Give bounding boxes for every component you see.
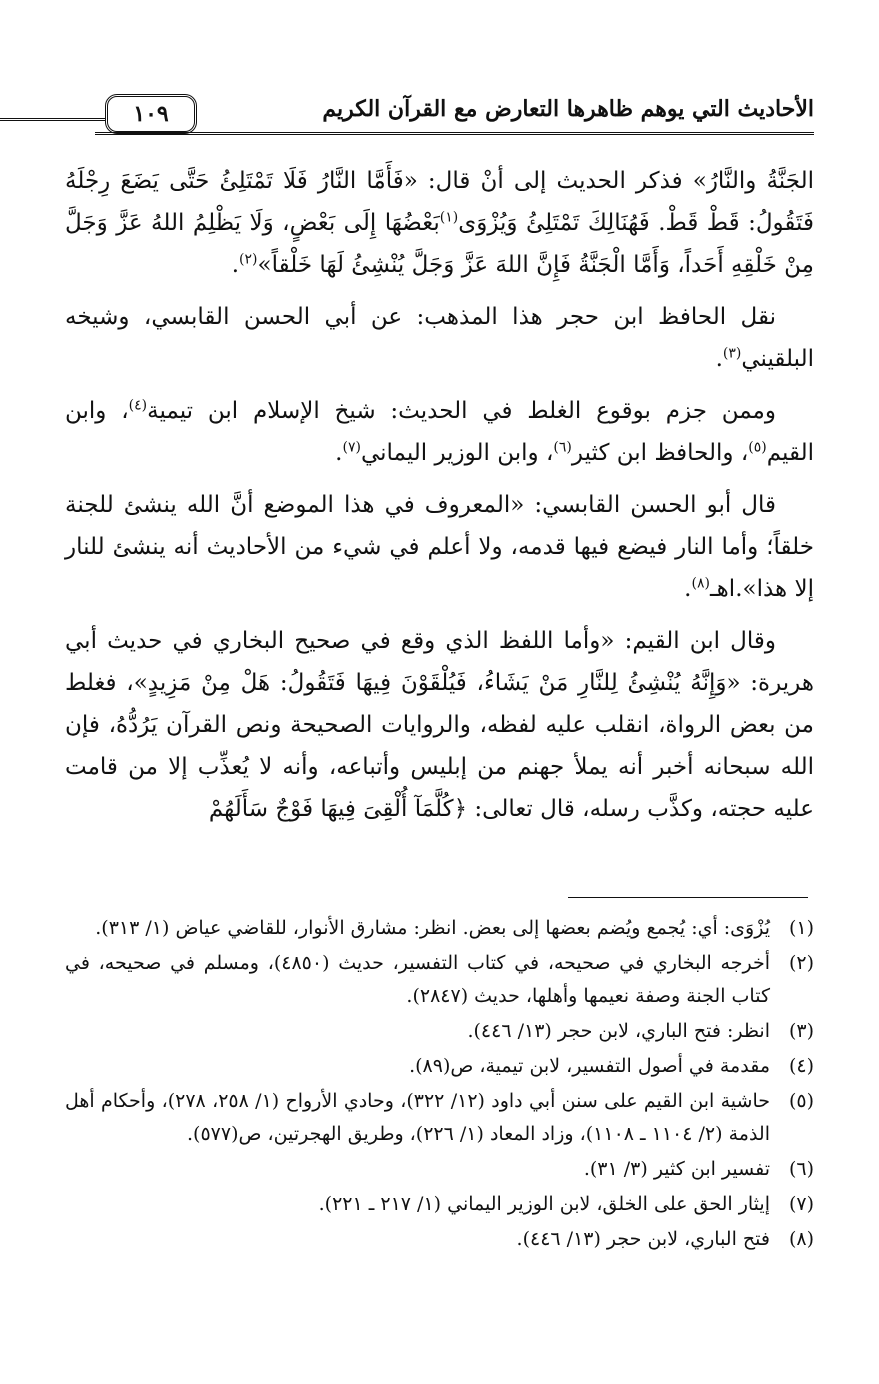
footnote-number: (٤) <box>788 1055 814 1077</box>
footnote-separator <box>568 897 808 898</box>
footnote-ref-3[interactable]: (٣) <box>722 345 742 362</box>
footnote-3 <box>65 1015 814 1048</box>
paragraph-2: نقل الحافظ ابن حجر هذا المذهب: عن أبي الحسن القابسي، وشيخه البلقيني$^{(٣)}$. <box>65 304 814 372</box>
footnote-number: (٧) <box>788 1193 814 1215</box>
footnote-number: (٦) <box>788 1158 814 1180</box>
paragraph-5: وقال ابن القيم: «وأما اللفظ الذي وقع في صحيح البخاري في حديث أبي هريرة: «وَإِنَّهُ يُنْشِئُ لِلنَّارِ مَنْ يَشَاءُ، فَيُلْقَوْنَ فِيهَا فَتَقُولُ: هَلْ مِنْ مَزِيدٍ»، فغلط من بعض الرواة، انقلب عليه لفظه، والروايات الصحيحة ونص القرآن يَرُدُّهُ، فإن الله سبحانه أخبر أنه يملأ جهنم من إبليس وأتباعه، وأنه لا يُعذِّب إلا من قامت عليه حجته، وكذَّب رسله، قال تعالى: ﴿كُلَّمَآ أُلْقِىَ فِيهَا فَوْجٌ سَأَلَهُمْ <box>65 628 814 822</box>
footnote-2 <box>65 947 814 1013</box>
paragraph-1: الجَنَّةُ والنَّارُ» فذكر الحديث إلى أنْ قال: «فَأَمَّا النَّارُ فَلَا تَمْتَلِئُ حَتَّى يَضَعَ رِجْلَهُ فَتَقُولُ: قَطْ قَطْ. فَهُنَالِكَ تَمْتَلِئُ وَيُزْوَى$^{(١)}$بَعْضُهَا إِلَى بَعْضٍ، وَلَا يَظْلِمُ اللهُ عَزَّ وَجَلَّ مِنْ خَلْقِهِ أَحَداً، وَأَمَّا الْجَنَّةُ فَإِنَّ اللهَ عَزَّ وَجَلَّ يُنْشِئُ لَهَا خَلْقاً»$^{(٢)}$. <box>65 168 814 278</box>
footnote-number: (٥) <box>788 1090 814 1112</box>
footnote-text: يُزْوَى: أي: يُجمع ويُضم بعضها إلى بعض. انظر: مشارق الأنوار، للقاضي عياض (١/ ٣١٣). <box>95 917 770 939</box>
footnote-ref-2[interactable]: (٢) <box>239 251 258 268</box>
footnote-7 <box>65 1188 814 1221</box>
footnote-number: (٨) <box>788 1228 814 1250</box>
header-rule <box>95 132 814 135</box>
main-text <box>65 160 814 840</box>
footnote-number: (١) <box>788 917 814 939</box>
footnote-5 <box>65 1085 814 1151</box>
footnote-text: إيثار الحق على الخلق، لابن الوزير اليماني (١/ ٢١٧ ـ ٢٢١). <box>318 1193 770 1215</box>
footnote-text: أخرجه البخاري في صحيحه، في كتاب التفسير، حديث (٤٨٥٠)، ومسلم في صحيحه، في كتاب الجنة وصفة نعيمها وأهلها، حديث (٢٨٤٧). <box>65 952 770 1007</box>
footnote-1 <box>65 912 814 945</box>
running-title: الأحاديث التي يوهم ظاهرها التعارض مع القرآن الكريم <box>322 96 814 122</box>
running-header <box>95 92 814 136</box>
header-rule-left <box>0 118 105 121</box>
footnote-6 <box>65 1153 814 1186</box>
paragraph-3: وممن جزم بوقوع الغلط في الحديث: شيخ الإسلام ابن تيمية$^{(٤)}$، وابن القيم$^{(٥)}$، والحافظ ابن كثير$^{(٦)}$، وابن الوزير اليماني$^{(٧)}$. <box>65 397 814 466</box>
footnote-4 <box>65 1050 814 1083</box>
footnote-number: (٢) <box>788 952 814 974</box>
footnotes <box>65 912 814 1258</box>
paragraph-4: قال أبو الحسن القابسي: «المعروف في هذا الموضع أنَّ الله ينشئ للجنة خلقاً؛ وأما النار فيضع فيها قدمه، ولا أعلم في شيء من الأحاديث أنه ينشئ للنار إلا هذا».اهـ$^{(٨)}$. <box>65 492 814 602</box>
footnote-ref-6[interactable]: (٦) <box>553 439 572 456</box>
footnote-number: (٣) <box>788 1020 814 1042</box>
footnote-8 <box>65 1223 814 1256</box>
footnote-text: فتح الباري، لابن حجر (١٣/ ٤٤٦). <box>516 1228 770 1250</box>
footnote-text: تفسير ابن كثير (٣/ ٣١). <box>583 1158 770 1180</box>
page-number: ١٠٩ <box>105 94 197 134</box>
footnote-text: مقدمة في أصول التفسير، لابن تيمية، ص(٨٩). <box>409 1055 770 1077</box>
footnote-ref-4[interactable]: (٤) <box>128 397 148 414</box>
footnote-text: حاشية ابن القيم على سنن أبي داود (١٢/ ٣٢٢)، وحادي الأرواح (١/ ٢٥٨، ٢٧٨)، وأحكام أهل الذمة (٢/ ١١٠٤ ـ ١١٠٨)، وزاد المعاد (١/ ٢٢٦)، وطريق الهجرتين، ص(٥٧٧). <box>65 1090 770 1145</box>
footnote-ref-5[interactable]: (٥) <box>748 439 767 456</box>
footnote-ref-7[interactable]: (٧) <box>342 439 361 456</box>
footnote-text: انظر: فتح الباري، لابن حجر (١٣/ ٤٤٦). <box>467 1020 770 1042</box>
footnote-ref-1[interactable]: (١) <box>439 209 459 226</box>
footnote-ref-8[interactable]: (٨) <box>691 575 710 592</box>
